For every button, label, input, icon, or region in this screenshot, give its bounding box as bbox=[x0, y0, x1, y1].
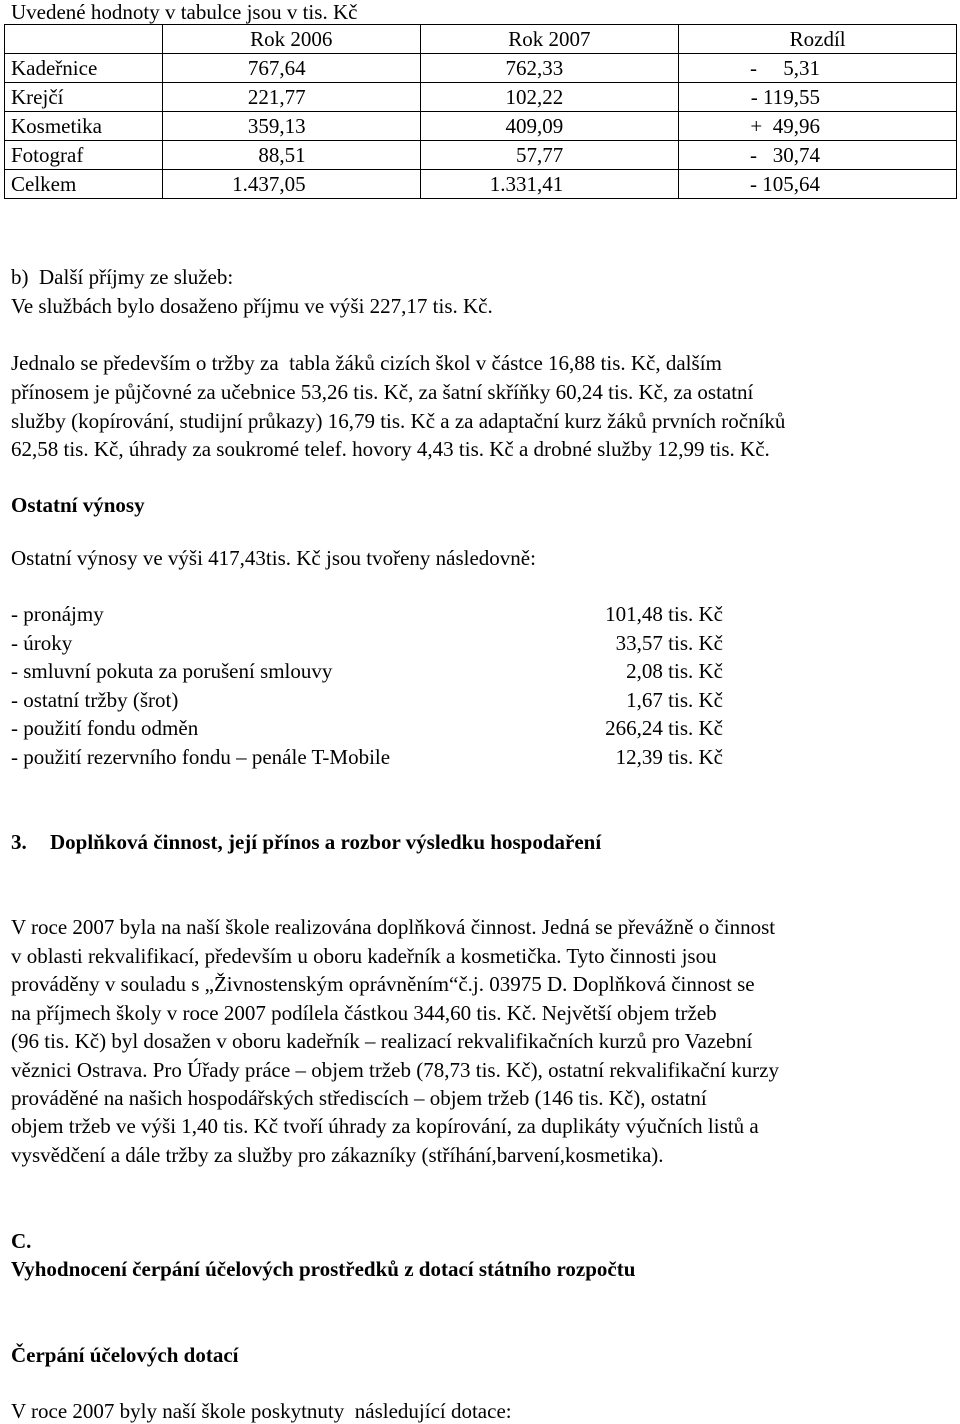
value-diff: - 5,31 bbox=[679, 54, 957, 83]
list-item bbox=[11, 602, 723, 626]
value-2006: 221,77 bbox=[162, 83, 420, 112]
paragraph-line: Jednalo se především o tržby za tabla žáků cizích škol v částce 16,88 tis. Kč, dalším bbox=[11, 351, 722, 375]
list-item bbox=[11, 659, 723, 683]
section-c-heading: Vyhodnocení čerpání účelových prostředků z dotací státního rozpočtu bbox=[11, 1257, 636, 1281]
section-b-heading: b) Další příjmy ze služeb: bbox=[11, 265, 234, 289]
item-amount: 33,57 tis. Kč bbox=[615, 631, 723, 655]
value-2007: 409,09 bbox=[420, 112, 679, 141]
row-label: Krejčí bbox=[5, 83, 163, 112]
other-income-summary: Ostatní výnosy ve výši 417,43tis. Kč jsou tvořeny následovně: bbox=[11, 546, 536, 570]
item-label: - použití fondu odměn bbox=[11, 716, 199, 740]
section-3-number: 3. bbox=[11, 830, 27, 854]
paragraph-line: přínosem je půjčovné za učebnice 53,26 tis. Kč, za šatní skříňky 60,24 tis. Kč, za ostatní bbox=[11, 380, 754, 404]
section-c-last-line: V roce 2007 byly naší škole poskytnuty následující dotace: bbox=[11, 1399, 512, 1423]
paragraph-line: (96 tis. Kč) byl dosažen v oboru kadeřník – realizací rekvalifikačních kurzů pro Vazební bbox=[11, 1029, 753, 1053]
row-label: Kosmetika bbox=[5, 112, 163, 141]
item-amount: 1,67 tis. Kč bbox=[626, 688, 723, 712]
value-diff: - 119,55 bbox=[679, 83, 957, 112]
list-item bbox=[11, 631, 723, 655]
values-table bbox=[4, 24, 957, 199]
value-diff: - 30,74 bbox=[679, 141, 957, 170]
row-label: Fotograf bbox=[5, 141, 163, 170]
paragraph-line: objem tržeb ve výši 1,40 tis. Kč tvoří úhrady za kopírování, za duplikáty výučních listů a bbox=[11, 1114, 759, 1138]
value-diff: - 105,64 bbox=[679, 170, 957, 199]
table-header-cell: Rok 2006 bbox=[162, 25, 420, 54]
list-item bbox=[11, 716, 723, 740]
table-header-cell: Rok 2007 bbox=[420, 25, 679, 54]
paragraph-line: na příjmech školy v roce 2007 podílela částkou 344,60 tis. Kč. Největší objem tržeb bbox=[11, 1001, 717, 1025]
item-label: - úroky bbox=[11, 631, 73, 655]
value-2007: 57,77 bbox=[420, 141, 679, 170]
item-amount: 12,39 tis. Kč bbox=[615, 745, 723, 769]
table-header-cell bbox=[5, 25, 163, 54]
table-row-total bbox=[5, 170, 957, 199]
item-label: - použití rezervního fondu – penále T-Mobile bbox=[11, 745, 391, 769]
paragraph-line: 62,58 tis. Kč, úhrady za soukromé telef. hovory 4,43 tis. Kč a drobné služby 12,99 tis. Kč. bbox=[11, 437, 770, 461]
item-amount: 101,48 tis. Kč bbox=[605, 602, 723, 626]
paragraph-line: služby (kopírování, studijní průkazy) 16,79 tis. Kč a za adaptační kurz žáků prvních ročníků bbox=[11, 409, 786, 433]
table-header-row bbox=[5, 25, 957, 54]
row-label: Kadeřnice bbox=[5, 54, 163, 83]
item-label: - smluvní pokuta za porušení smlouvy bbox=[11, 659, 333, 683]
paragraph-line: věznici Ostrava. Pro Úřady práce – objem tržeb (78,73 tis. Kč), ostatní rekvalifikační kurzy bbox=[11, 1058, 779, 1082]
paragraph-line: prováděné na našich hospodářských střediscích – objem tržeb (146 tis. Kč), ostatní bbox=[11, 1086, 707, 1110]
value-2007: 102,22 bbox=[420, 83, 679, 112]
list-item bbox=[11, 745, 723, 769]
paragraph-line: v oblasti rekvalifikací, především u oboru kadeřník a kosmetička. Tyto činnosti jsou bbox=[11, 944, 717, 968]
item-label: - pronájmy bbox=[11, 602, 104, 626]
intro-line: Uvedené hodnoty v tabulce jsou v tis. Kč bbox=[11, 0, 358, 24]
value-2006: 767,64 bbox=[162, 54, 420, 83]
section-3-heading: Doplňková činnost, její přínos a rozbor výsledku hospodaření bbox=[50, 830, 602, 854]
paragraph-line: prováděny v souladu s „Živnostenským oprávněním“č.j. 03975 D. Doplňková činnost se bbox=[11, 972, 755, 996]
value-2006: 88,51 bbox=[162, 141, 420, 170]
other-income-heading: Ostatní výnosy bbox=[11, 493, 145, 517]
table-row bbox=[5, 112, 957, 141]
row-label: Celkem bbox=[5, 170, 163, 199]
table-row bbox=[5, 141, 957, 170]
item-label: - ostatní tržby (šrot) bbox=[11, 688, 179, 712]
section-c-subheading: Čerpání účelových dotací bbox=[11, 1343, 239, 1367]
table-row bbox=[5, 54, 957, 83]
value-2006: 359,13 bbox=[162, 112, 420, 141]
section-b-line: Ve službách bylo dosaženo příjmu ve výši 227,17 tis. Kč. bbox=[11, 294, 493, 318]
list-item bbox=[11, 688, 723, 712]
value-2007: 762,33 bbox=[420, 54, 679, 83]
table-header-cell: Rozdíl bbox=[679, 25, 957, 54]
paragraph-line: vysvědčení a dále tržby za služby pro zákazníky (stříhání,barvení,kosmetika). bbox=[11, 1143, 664, 1167]
item-amount: 2,08 tis. Kč bbox=[626, 659, 723, 683]
section-c-letter: C. bbox=[11, 1229, 32, 1253]
value-2007: 1.331,41 bbox=[420, 170, 679, 199]
table-row bbox=[5, 83, 957, 112]
paragraph-line: V roce 2007 byla na naší škole realizována doplňková činnost. Jedná se převážně o činnost bbox=[11, 915, 776, 939]
value-2006: 1.437,05 bbox=[162, 170, 420, 199]
item-amount: 266,24 tis. Kč bbox=[605, 716, 723, 740]
value-diff: + 49,96 bbox=[679, 112, 957, 141]
